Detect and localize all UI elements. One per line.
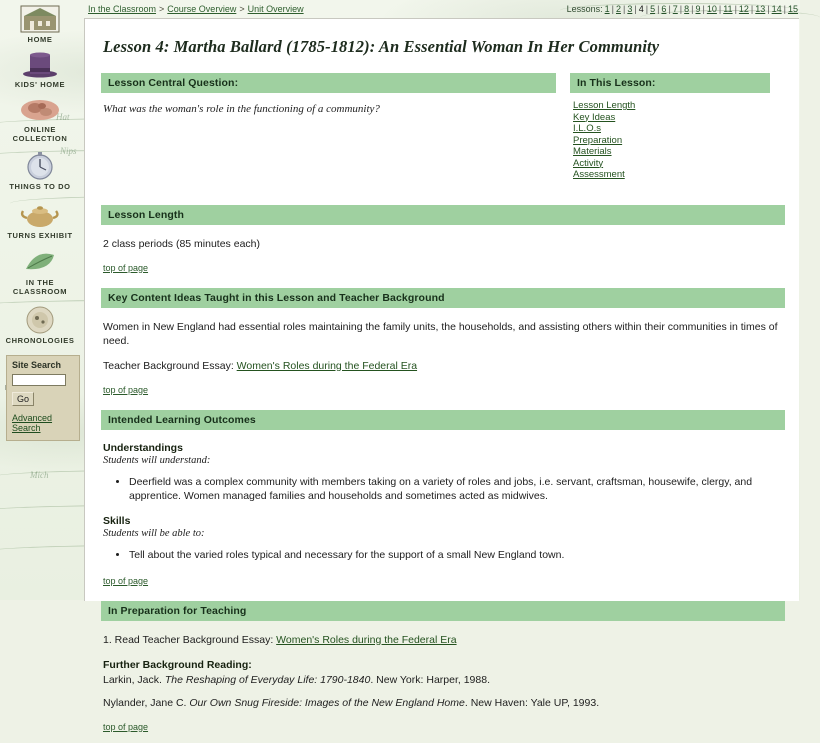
section-in-preparation-for-teaching	[101, 601, 785, 733]
map-label: Mich	[30, 470, 49, 480]
lesson-nav-item-14[interactable]: 14	[771, 4, 782, 14]
clock-icon	[18, 151, 62, 181]
jump-link-assessment[interactable]: Assessment	[573, 169, 625, 180]
teacher-background-essay-line	[103, 359, 783, 373]
sidebar-item-home[interactable]	[0, 4, 80, 44]
breadcrumb-item-unit-overview[interactable]: Unit Overview	[247, 4, 304, 14]
central-question-heading: Lesson Central Question:	[101, 73, 556, 93]
lesson-nav-item-4: 4	[638, 4, 644, 14]
further-reading-label: Further Background Reading:	[103, 658, 252, 671]
map-label: Nips	[60, 146, 77, 156]
teacher-background-essay-link[interactable]: Women's Roles during the Federal Era	[236, 359, 418, 372]
citation	[103, 673, 783, 687]
top-of-page-link[interactable]: top of page	[103, 721, 149, 732]
top-of-page-link[interactable]: top of page	[103, 262, 149, 273]
lesson-nav-separator: |	[645, 4, 649, 14]
sidebar-item-chronologies[interactable]	[0, 305, 80, 345]
top-of-page-link[interactable]: top of page	[103, 575, 149, 586]
section-lesson-length	[101, 205, 785, 274]
lesson-nav-separator: |	[691, 4, 694, 14]
citation-rest: . New Haven: Yale UP, 1993.	[464, 696, 600, 709]
citation-author: Nylander, Jane C.	[103, 696, 190, 709]
sidebar-item-label: TURNS EXHIBIT	[7, 231, 73, 240]
lesson-nav-separator: |	[702, 4, 705, 14]
citation	[103, 696, 783, 710]
leaf-icon	[18, 247, 62, 277]
lesson-nav-separator: |	[657, 4, 660, 14]
lesson-nav-separator: |	[668, 4, 671, 14]
lesson-nav-numbers	[605, 4, 798, 14]
site-search-title: Site Search	[12, 360, 62, 370]
citation-author: Larkin, Jack.	[103, 673, 165, 686]
lesson-nav-item-9[interactable]: 9	[695, 4, 701, 14]
central-question-text: What was the woman's role in the functioning of a community?	[103, 103, 380, 115]
in-this-lesson-block	[570, 73, 770, 181]
lesson-nav-separator: |	[679, 4, 683, 14]
lesson-nav-item-12[interactable]: 12	[738, 4, 749, 14]
breadcrumb-item-in-the-classroom[interactable]: In the Classroom	[88, 4, 157, 14]
map-label: Hat	[56, 112, 70, 122]
sidebar-item-online-collection[interactable]	[0, 94, 80, 143]
sidebar-item-label: IN THE CLASSROOM	[12, 278, 68, 296]
section-heading: Key Content Ideas Taught in this Lesson and Teacher Background	[101, 288, 785, 308]
section-heading: In Preparation for Teaching	[101, 601, 785, 621]
top-two-column-row	[101, 73, 785, 181]
top-bar	[82, 0, 800, 18]
preparation-step-1	[103, 633, 783, 647]
sidebar	[0, 0, 80, 600]
plate-icon	[18, 305, 62, 335]
content-panel	[84, 18, 799, 732]
lesson-nav-separator: |	[767, 4, 770, 14]
citation-title: Our Own Snug Fireside: Images of the New England Home	[189, 696, 465, 709]
jump-link-preparation[interactable]: Preparation	[573, 134, 623, 146]
breadcrumb	[88, 4, 304, 14]
citation-rest: . New York: Harper, 1988.	[370, 673, 490, 686]
sidebar-item-in-the-classroom[interactable]	[0, 247, 80, 296]
skills-label: Skills	[103, 514, 131, 527]
section-intended-learning-outcomes	[101, 410, 785, 587]
search-input[interactable]	[12, 374, 66, 386]
advanced-search-link[interactable]: Advanced Search	[12, 413, 53, 433]
lesson-nav-item-13[interactable]: 13	[755, 4, 766, 14]
list-item: • Tell about the varied roles typical and necessary for the support of a small New England town.	[129, 548, 783, 562]
citation-title: The Reshaping of Everyday Life: 1790-1840	[164, 673, 371, 686]
artifact-icon	[18, 94, 62, 124]
jump-link-ilos[interactable]: I.L.O.s	[573, 123, 601, 134]
lesson-nav-item-10[interactable]: 10	[706, 4, 717, 14]
jump-link-materials[interactable]: Materials	[573, 146, 612, 157]
skills-lead: Students will be able to:	[103, 527, 205, 539]
step-prefix: 1. Read Teacher Background Essay:	[103, 633, 277, 646]
lesson-nav-item-5[interactable]: 5	[650, 4, 656, 14]
preparation-essay-link[interactable]: Women's Roles during the Federal Era	[276, 633, 457, 646]
lesson-nav-item-3[interactable]: 3	[627, 4, 633, 14]
lesson-nav-item-7[interactable]: 7	[672, 4, 678, 14]
breadcrumb-item-course-overview[interactable]: Course Overview	[167, 4, 237, 14]
sidebar-item-things-to-do[interactable]	[0, 151, 80, 191]
lesson-nav-item-8[interactable]: 8	[684, 4, 690, 14]
central-question-block	[101, 73, 556, 181]
lesson-number-nav	[567, 4, 798, 14]
in-this-lesson-heading: In This Lesson:	[570, 73, 770, 93]
jump-link-key-ideas[interactable]: Key Ideas	[573, 111, 616, 123]
sidebar-item-turns-exhibit[interactable]	[0, 200, 80, 240]
lesson-nav-separator: |	[634, 4, 637, 14]
section-heading: Lesson Length	[101, 205, 785, 225]
lesson-nav-label: Lessons:	[566, 4, 603, 14]
teapot-icon	[18, 200, 62, 230]
search-go-button[interactable]: Go	[12, 392, 34, 406]
lesson-nav-item-1[interactable]: 1	[604, 4, 610, 14]
sidebar-item-label: KIDS' HOME	[14, 80, 66, 89]
section-heading: Intended Learning Outcomes	[101, 410, 785, 430]
lesson-nav-item-15[interactable]: 15	[787, 4, 798, 14]
section-key-ideas	[101, 288, 785, 396]
lesson-nav-separator: |	[718, 4, 722, 14]
lesson-nav-separator: |	[734, 4, 737, 14]
sidebar-item-label: THINGS TO DO	[9, 182, 71, 191]
lesson-nav-separator: |	[623, 4, 626, 14]
page-title: Lesson 4: Martha Ballard (1785-1812): An Essential Woman In Her Community	[103, 37, 660, 56]
lesson-nav-item-6[interactable]: 6	[661, 4, 667, 14]
house-icon	[18, 4, 62, 34]
jump-link-activity[interactable]: Activity	[573, 157, 604, 169]
top-hat-icon	[18, 49, 62, 79]
understandings-lead: Students will understand:	[103, 454, 211, 466]
sidebar-item-label: ONLINE COLLECTION	[12, 125, 68, 143]
lesson-nav-separator: |	[783, 4, 786, 14]
lesson-nav-separator: |	[611, 4, 614, 14]
understandings-list	[103, 475, 783, 503]
jump-link-lesson-length[interactable]: Lesson Length	[573, 100, 636, 111]
breadcrumb-separator: >	[239, 4, 245, 14]
top-of-page-link[interactable]: top of page	[103, 384, 149, 395]
lesson-nav-item-11[interactable]: 11	[723, 4, 733, 14]
list-item: • Deerfield was a complex community with members taking on a variety of roles and jobs, i.e. servant, craftsman, housewife, clergy, and apprentice. Women managed families and households and sometimes acted as midwives.	[129, 475, 783, 503]
sidebar-item-kids-home[interactable]	[0, 49, 80, 89]
site-search-panel	[6, 355, 80, 441]
lesson-nav-separator: |	[750, 4, 754, 14]
essay-prefix: Teacher Background Essay:	[103, 359, 237, 372]
skills-list	[103, 548, 783, 562]
lesson-nav-item-2[interactable]: 2	[615, 4, 621, 14]
sidebar-item-label: CHRONOLOGIES	[5, 336, 75, 345]
key-ideas-paragraph: Women in New England had essential roles maintaining the family units, the households, and assisting others within their communities in times of need.	[103, 320, 778, 347]
sidebar-item-label: HOME	[27, 35, 53, 44]
breadcrumb-separator: >	[159, 4, 165, 14]
understandings-label: Understandings	[103, 441, 183, 454]
lesson-length-text: 2 class periods (85 minutes each)	[103, 237, 260, 250]
in-this-lesson-links	[570, 93, 770, 181]
